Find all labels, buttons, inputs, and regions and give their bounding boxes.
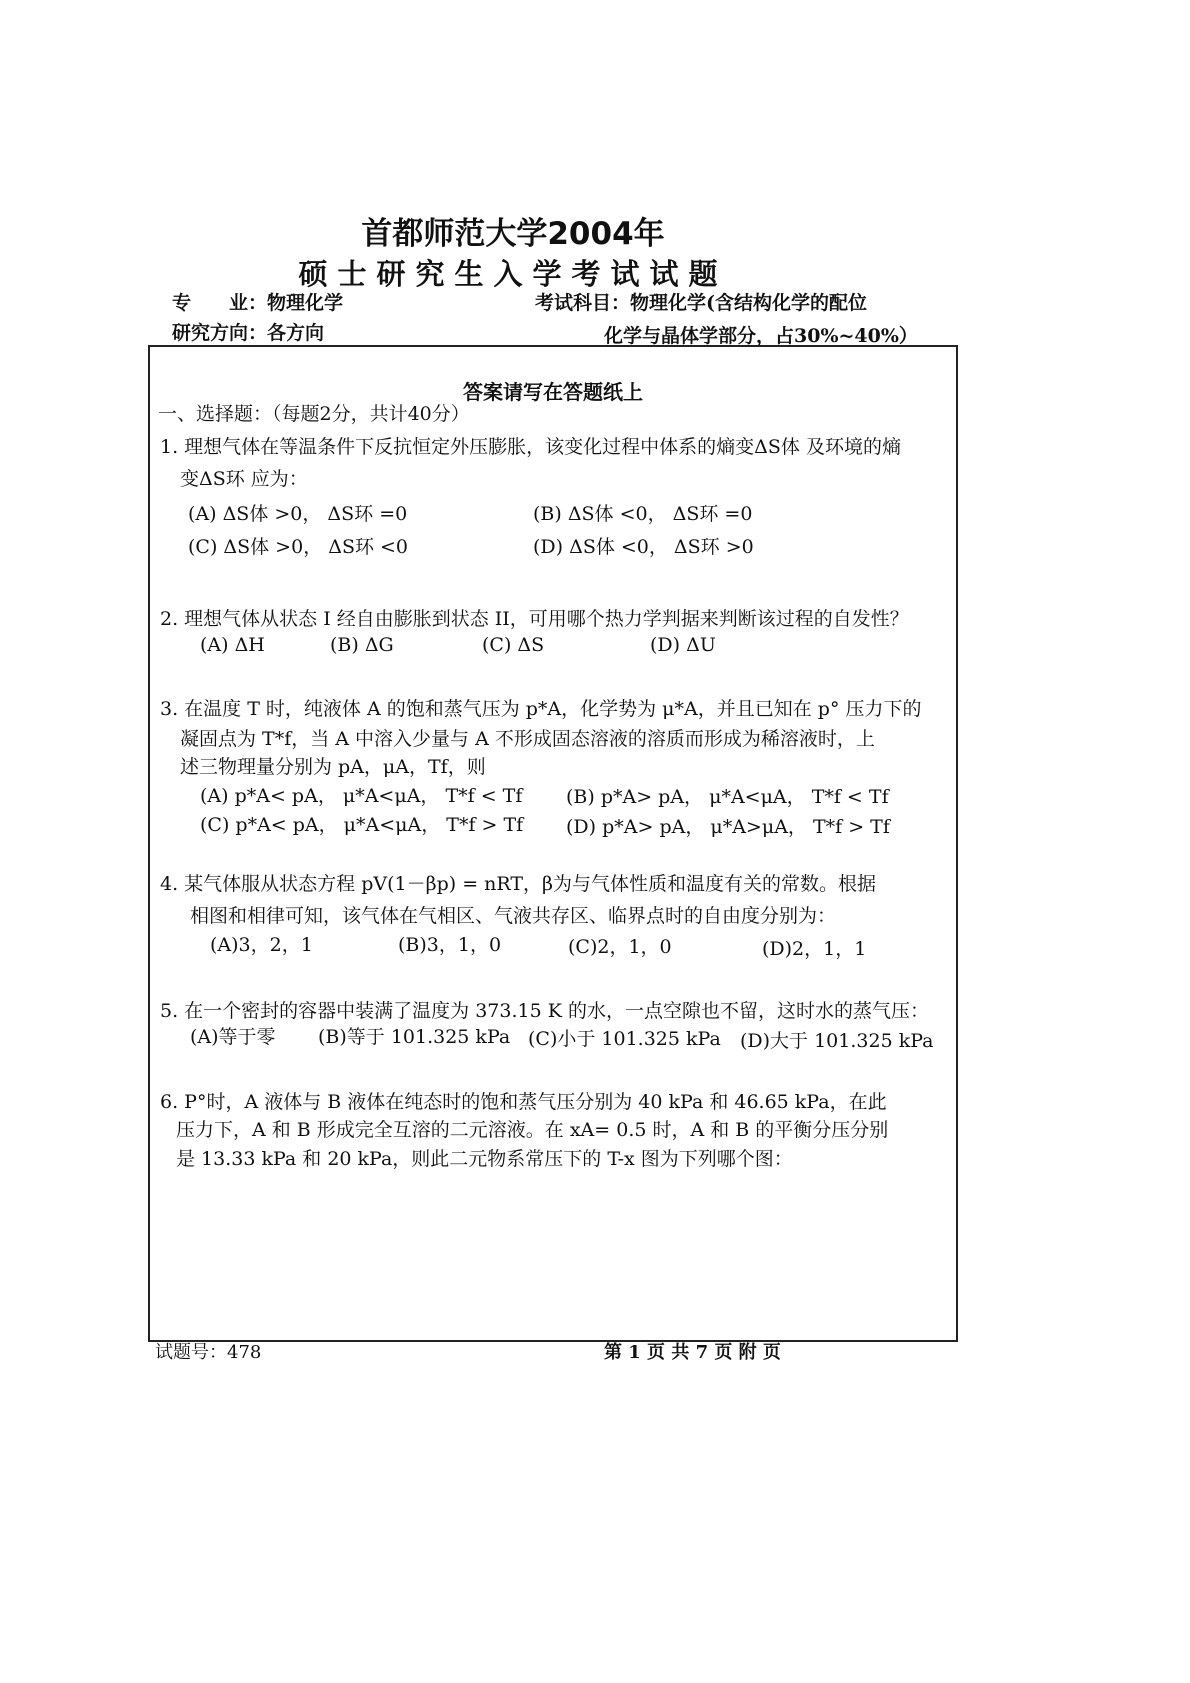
question-frame — [148, 345, 958, 1342]
subject-continued: 化学与晶体学部分，占30%~40%） — [604, 325, 918, 347]
q5-line1: 5. 在一个密封的容器中装满了温度为 373.15 K 的水，一点空隙也不留，这时水的蒸气压： — [160, 1000, 929, 1022]
q3-line1: 3. 在温度 T 时，纯液体 A 的饱和蒸气压为 p*A，化学势为 μ*A，并且已知在 p° 压力下的 — [160, 698, 922, 720]
q4-option-c: (C)2，1，0 — [568, 936, 672, 958]
page-indicator: 第 1 页 共 7 页 附 页 — [604, 1342, 781, 1363]
section-heading: 一、选择题：（每题2分，共计40分） — [158, 403, 470, 425]
exam-title: 首都师范大学2004年 — [361, 216, 665, 252]
q3-option-c: (C) p*A< pA， μ*A<μA， T*f > Tf — [200, 814, 524, 836]
subject-label: 考试科目：物理化学(含结构化学的配位 — [535, 292, 867, 314]
exam-subtitle: 硕士研究生入学考试试题 — [298, 257, 728, 291]
q4-line1: 4. 某气体服从状态方程 pV(1－βp) = nRT，β为与气体性质和温度有关的常数。根据 — [160, 873, 877, 895]
q5-option-c: (C)小于 101.325 kPa — [528, 1028, 721, 1050]
exam-code: 试题号：478 — [155, 1342, 262, 1363]
q4-option-a: (A)3，2，1 — [210, 934, 313, 956]
q3-option-b: (B) p*A> pA， μ*A<μA， T*f < Tf — [566, 786, 889, 808]
answer-notice: 答案请写在答题纸上 — [463, 380, 643, 404]
q1-line1: 1. 理想气体在等温条件下反抗恒定外压膨胀，该变化过程中体系的熵变ΔS体 及环境的熵 — [160, 436, 901, 458]
q2-option-a: (A) ΔH — [200, 634, 265, 656]
q1-line2: 变ΔS环 应为： — [180, 468, 308, 490]
q2-option-d: (D) ΔU — [650, 634, 716, 656]
q5-option-b: (B)等于 101.325 kPa — [318, 1026, 511, 1048]
q3-line3: 述三物理量分别为 pA，μA，Tf，则 — [180, 756, 486, 778]
q4-option-d: (D)2，1，1 — [762, 938, 867, 960]
q2-option-c: (C) ΔS — [482, 634, 545, 656]
q1-option-b: (B) ΔS体 <0， ΔS环 =0 — [533, 503, 753, 525]
q2-line1: 2. 理想气体从状态 I 经自由膨胀到状态 II，可用哪个热力学判据来判断该过程的自发性？ — [160, 608, 909, 630]
q6-line3: 是 13.33 kPa 和 20 kPa，则此二元物系常压下的 T-x 图为下列哪个图： — [176, 1148, 793, 1170]
direction-label: 研究方向：各方向 — [172, 322, 325, 344]
q6-line1: 6. P°时，A 液体与 B 液体在纯态时的饱和蒸气压分别为 40 kPa 和 46.65 kPa，在此 — [160, 1091, 887, 1113]
q5-option-d: (D)大于 101.325 kPa — [740, 1030, 934, 1052]
q1-option-d: (D) ΔS体 <0， ΔS环 >0 — [533, 536, 754, 558]
q6-line2: 压力下，A 和 B 形成完全互溶的二元溶液。在 xA= 0.5 时，A 和 B 的平衡分压分别 — [176, 1119, 889, 1141]
q2-option-b: (B) ΔG — [330, 634, 394, 656]
q5-option-a: (A)等于零 — [190, 1026, 276, 1048]
q4-option-b: (B)3，1，0 — [398, 934, 502, 956]
major-label: 专 业：物理化学 — [172, 292, 344, 314]
q1-option-a: (A) ΔS体 >0， ΔS环 =0 — [188, 503, 408, 525]
q1-option-c: (C) ΔS体 >0， ΔS环 <0 — [188, 536, 409, 558]
q3-line2: 凝固点为 T*f，当 A 中溶入少量与 A 不形成固态溶液的溶质而形成为稀溶液时，上 — [180, 728, 875, 750]
q3-option-a: (A) p*A< pA， μ*A<μA， T*f < Tf — [200, 785, 523, 807]
q3-option-d: (D) p*A> pA， μ*A>μA， T*f > Tf — [566, 816, 890, 838]
q4-line2: 相图和相律可知，该气体在气相区、气液共存区、临界点时的自由度分别为： — [190, 905, 837, 927]
